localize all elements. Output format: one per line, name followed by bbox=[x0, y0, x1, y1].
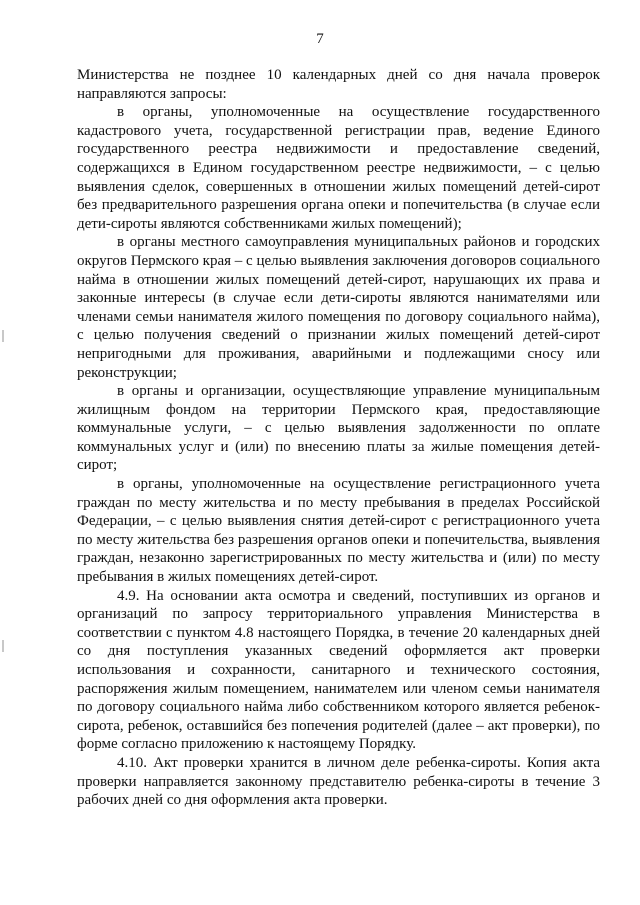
document-body bbox=[77, 66, 600, 810]
paragraph-4-9: 4.9. На основании акта осмотра и сведений, поступивших из органов и организаций по запросу территориального управления Министерства в соответствии с пунктом 4.8 настоящего Порядка, в течение 20 календарных дней со дня поступления указанных сведений оформляется акт проверки использования и сохранности, санитарного и технического состояния, распоряжения жилым помещением, нанимателем или членом семьи нанимателя по договору социального найма либо собственником которого является ребенок-сирота, ребенок, оставшийся без попечения родителей (далее – акт проверки), по форме согласно приложению к настоящему Порядку. bbox=[77, 587, 600, 753]
paragraph-local-government-request: в органы местного самоуправления муниципальных районов и городских округов Пермского края – с целью выявления заключения договоров социального найма в отношении жилых помещений детей-сирот, нарушающих их права и законные интересы (в случае если дети-сироты являются нанимателями или членами семьи нанимателя жилого помещения по договору социального найма), с целью получения сведений о признании жилых помещений детей-сирот непригодными для проживания, аварийными и подлежащими сносу или реконструкции; bbox=[77, 234, 600, 381]
paragraph-housing-fund-request: в органы и организации, осуществляющие управление муниципальным жилищным фондом на территории Пермского края, предоставляющие коммунальные услуги, – с целью выявления задолженности по оплате коммунальных услуг и (или) по внесению платы за жилые помещения детей-сирот; bbox=[77, 383, 600, 474]
paragraph-registration-request: в органы, уполномоченные на осуществление регистрационного учета граждан по месту жительства и по месту пребывания в пределах Российской Федерации, – с целью выявления снятия детей-сирот с регистрационного учета по месту жительства без разрешения органов опеки и попечительства, выявления граждан, незаконно зарегистрированных по месту жительства и (или) по месту пребывания в жилых помещениях детей-сирот. bbox=[77, 476, 600, 586]
scan-edge-mark bbox=[2, 330, 4, 342]
paragraph-4-10: 4.10. Акт проверки хранится в личном деле ребенка-сироты. Копия акта проверки направляется законному представителю ребенка-сироты в течение 3 рабочих дней со дня оформления акта проверки. bbox=[77, 754, 600, 809]
page-number: 7 bbox=[316, 31, 324, 47]
paragraph-intro: Министерства не позднее 10 календарных дней со дня начала проверок направляются запросы: bbox=[77, 67, 600, 102]
scan-edge-mark bbox=[2, 640, 4, 652]
paragraph-cadastral-request: в органы, уполномоченные на осуществление государственного кадастрового учета, государственной регистрации прав, ведение Единого государственного реестра недвижимости и предоставление сведений, содержащихся в Едином государственном реестре недвижимости, – с целью выявления сделок, совершенных в отношении жилых помещений детей-сирот без предварительного разрешения органа опеки и попечительства (в случае если дети-сироты являются собственниками жилых помещений); bbox=[77, 104, 600, 232]
